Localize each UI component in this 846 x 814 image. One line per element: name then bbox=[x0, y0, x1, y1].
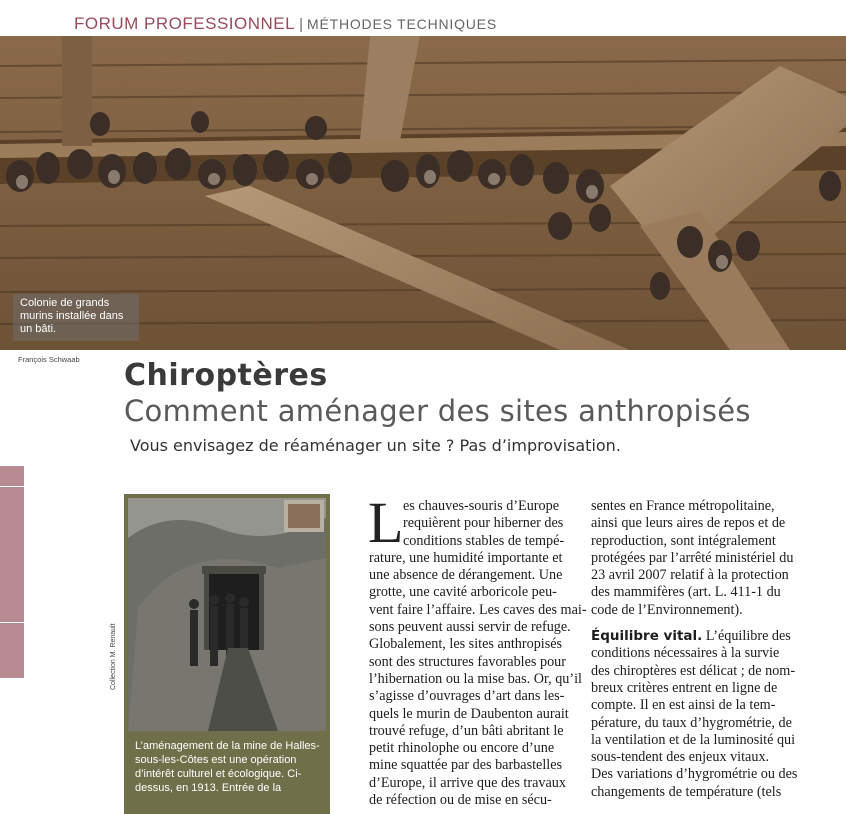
text-line: conditions stables de tempé- bbox=[403, 532, 565, 549]
text-line: code de l’Environnement). bbox=[591, 601, 743, 618]
text-line: Globalement, les sites anthropisés bbox=[369, 636, 563, 653]
text-line: Des variations d’hygrométrie ou des bbox=[591, 766, 798, 783]
text-line: conditions nécessaires à la survie bbox=[591, 645, 780, 662]
text-line: sont des structures favorables pour bbox=[369, 653, 566, 670]
text-line: requièrent pour hiberner des bbox=[403, 515, 564, 532]
text-line: mine squattée par des barbastelles bbox=[369, 757, 563, 774]
mine-inset-box bbox=[124, 494, 330, 814]
text-line: des mammifères (art. L. 411-1 du bbox=[591, 584, 781, 601]
text-line: protégées par l’arrêté ministériel du bbox=[591, 549, 794, 566]
text-line: s’agisse d’ouvrages d’art dans les- bbox=[369, 688, 565, 705]
article-column-1 bbox=[368, 490, 587, 809]
text-line: compte. Il en est ainsi de la tem- bbox=[591, 697, 776, 714]
text-line: vent faire l’affaire. Les caves des mai- bbox=[369, 601, 587, 618]
text-line: la ventilation et de la luminosité qui bbox=[591, 731, 796, 748]
text-line: d’Europe, il arrive que des travaux bbox=[369, 774, 566, 791]
section-name: FORUM PROFESSIONNEL bbox=[74, 14, 296, 33]
text-line: trouvé refuge, d’un bâti abritant le bbox=[369, 722, 564, 739]
text-line: sous-tendent des enjeux vitaux. bbox=[591, 749, 770, 766]
text-line: ainsi que leurs aires de repos et de bbox=[591, 515, 786, 532]
header-separator: | bbox=[299, 16, 303, 33]
text-line: des chiroptères est délicat ; de nom- bbox=[591, 662, 796, 679]
subhead-line bbox=[591, 628, 797, 645]
side-bar-rule bbox=[0, 622, 24, 623]
text-line: de réfection ou de mise en sécu- bbox=[369, 792, 552, 809]
text-line: es chauves-souris d’Europe bbox=[403, 498, 560, 514]
text-line: grotte, une cavité arboricole peu- bbox=[369, 584, 557, 601]
side-bar-rule bbox=[0, 486, 24, 487]
mine-entrance-photo bbox=[128, 498, 326, 731]
drop-cap: L bbox=[368, 490, 404, 555]
text-line: L’équilibre des bbox=[702, 628, 791, 645]
article-column-2 bbox=[591, 498, 797, 801]
article-subtitle: Comment aménager des sites anthropisés bbox=[124, 394, 751, 428]
text-line: changements de température (tels bbox=[591, 783, 782, 800]
text-line: sentes en France métropolitaine, bbox=[591, 498, 775, 514]
inset-credit: Collection M. Renault bbox=[110, 623, 117, 690]
text-line: une absence de dérangement. Une bbox=[369, 567, 563, 584]
article-title: Chiroptères bbox=[124, 358, 328, 393]
text-line: sons peuvent aussi servir de refuge. bbox=[369, 619, 571, 636]
text-line: 23 avril 2007 relatif à la protection bbox=[591, 567, 789, 584]
text-line: breux critères entrent en ligne de bbox=[591, 679, 778, 696]
section-header bbox=[74, 12, 497, 36]
text-line: rature, une humidité importante et bbox=[369, 549, 563, 566]
side-accent-bar bbox=[0, 466, 24, 678]
text-line: quels le murin de Daubenton aurait bbox=[369, 705, 569, 722]
subsection-name: MÉTHODES TECHNIQUES bbox=[307, 16, 497, 32]
paragraph-subhead: Équilibre vital. bbox=[591, 628, 703, 645]
text-line: reproduction, sont intégralement bbox=[591, 532, 776, 549]
article-lede: Vous envisagez de réaménager un site ? Pas d’improvisation. bbox=[130, 436, 621, 455]
text-line: petit rhinolophe ou encore d’une bbox=[369, 740, 555, 757]
photo-caption: Colonie de grands murins installée dans un bâti. bbox=[13, 294, 139, 341]
text-line: pérature, du taux d’hygrométrie, de bbox=[591, 714, 792, 731]
text-line: l’hibernation ou la mise bas. Or, qu’il bbox=[369, 670, 582, 687]
inset-caption: L’aménagement de la mine de Halles-sous-les-Côtes est une opération d’intérêt culturel et écologique. Ci-dessus, en 1913. Entrée de la bbox=[135, 740, 320, 794]
photo-credit: François Schwaab bbox=[18, 355, 80, 364]
